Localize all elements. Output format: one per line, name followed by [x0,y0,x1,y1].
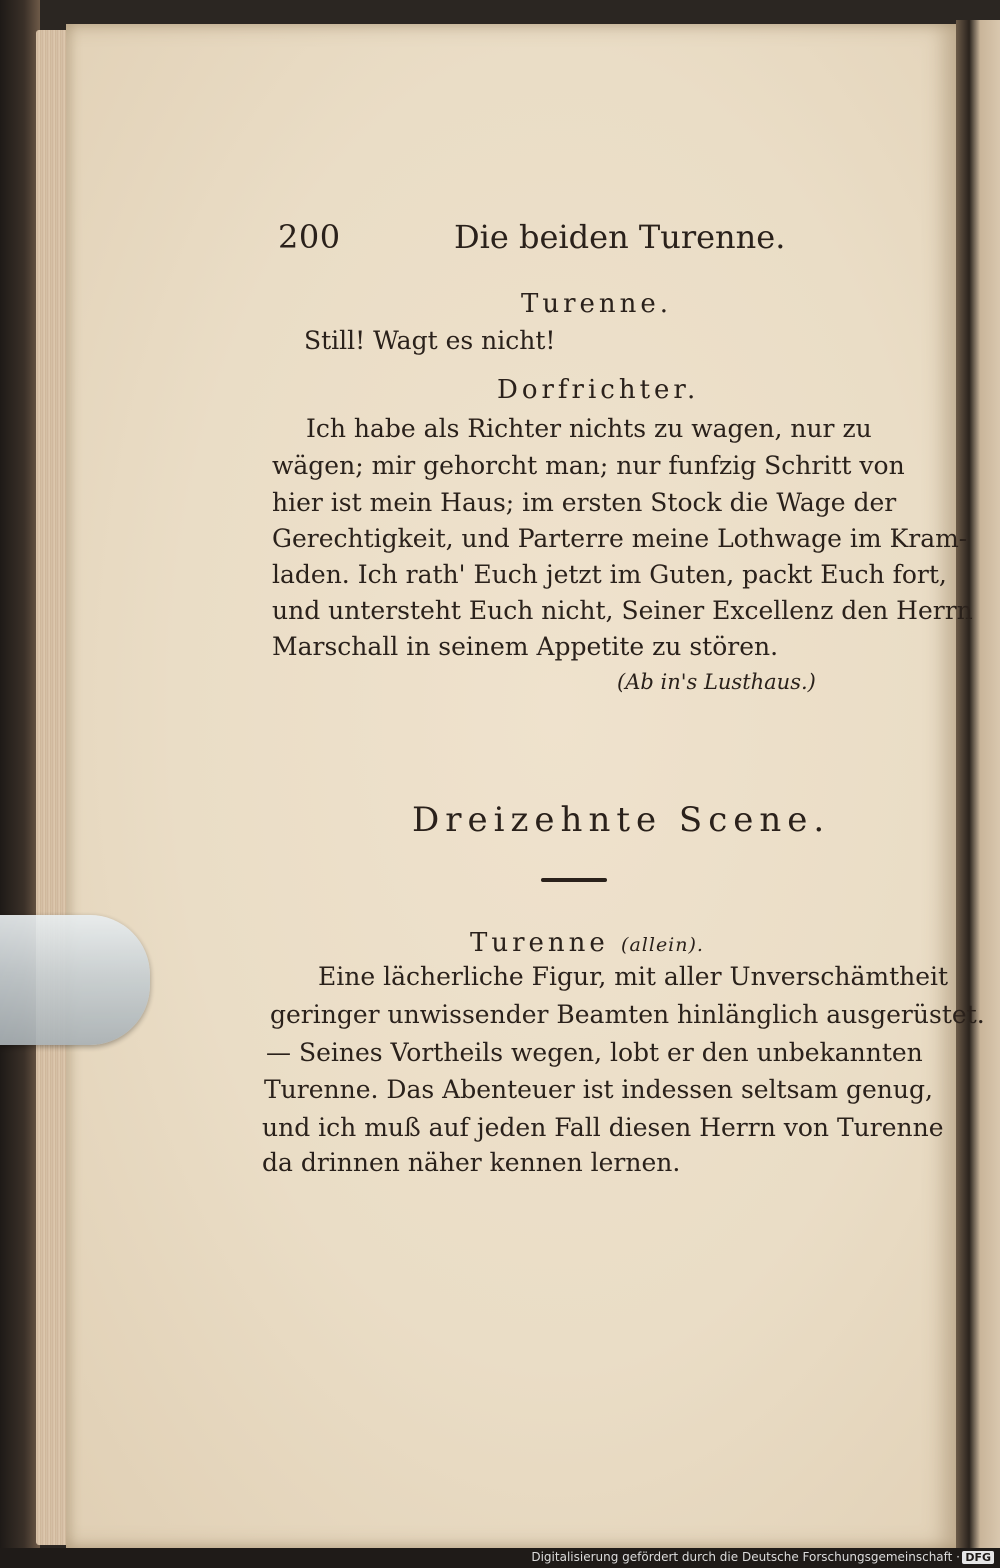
page-header [278,210,878,270]
speaker-turenne-allein [470,928,704,958]
speech-line: hier ist mein Haus; im ersten Stock die Wage der [272,488,897,517]
book-edge-left [0,0,40,1568]
speech-line: — Seines Vortheils wegen, lobt er den unbekannten [266,1038,923,1067]
speech-line: und ich muß auf jeden Fall diesen Herrn von Turenne [262,1113,944,1142]
speech-line: Turenne. Das Abenteuer ist indessen seltsam genug, [264,1075,933,1104]
page-marker-clip [0,915,150,1045]
speech-line: Ich habe als Richter nichts zu wagen, nur zu [306,414,872,443]
dialogue-line: Still! Wagt es nicht! [304,326,556,355]
speaker-turenne: Turenne. [521,289,673,319]
scene-title: Dreizehnte Scene. [412,800,831,840]
dfg-logo: DFG [962,1551,994,1564]
speaker-note: (allein). [621,934,704,956]
speech-line: Gerechtigkeit, und Parterre meine Lothwage im Kram- [272,524,968,553]
running-title: Die beiden Turenne. [454,218,786,256]
speech-line: Eine lächerliche Figur, mit aller Unverschämtheit [318,962,949,991]
scene-divider-rule [541,878,607,882]
speech-line: wägen; mir gehorcht man; nur funfzig Schritt von [272,451,905,480]
page-stack [36,30,70,1545]
speech-line: und untersteht Euch nicht, Seiner Excellenz den Herrn [272,596,973,625]
speaker-dorfrichter: Dorfrichter. [497,375,700,405]
speech-line: laden. Ich rath' Euch jetzt im Guten, packt Euch fort, [272,560,947,589]
digitization-credit: Digitalisierung gefördert durch die Deutsche Forschungsgemeinschaft · [531,1550,960,1564]
speech-line: da drinnen näher kennen lernen. [262,1148,681,1177]
page-number: 200 [278,218,341,256]
book-gutter [956,20,1000,1548]
speech-line: Marschall in seinem Appetite zu stören. [272,632,779,661]
speech-line: geringer unwissender Beamten hinlänglich ausgerüstet. [270,1000,985,1029]
stage-direction: (Ab in's Lusthaus.) [617,670,816,694]
speaker-name: Turenne [470,928,609,958]
